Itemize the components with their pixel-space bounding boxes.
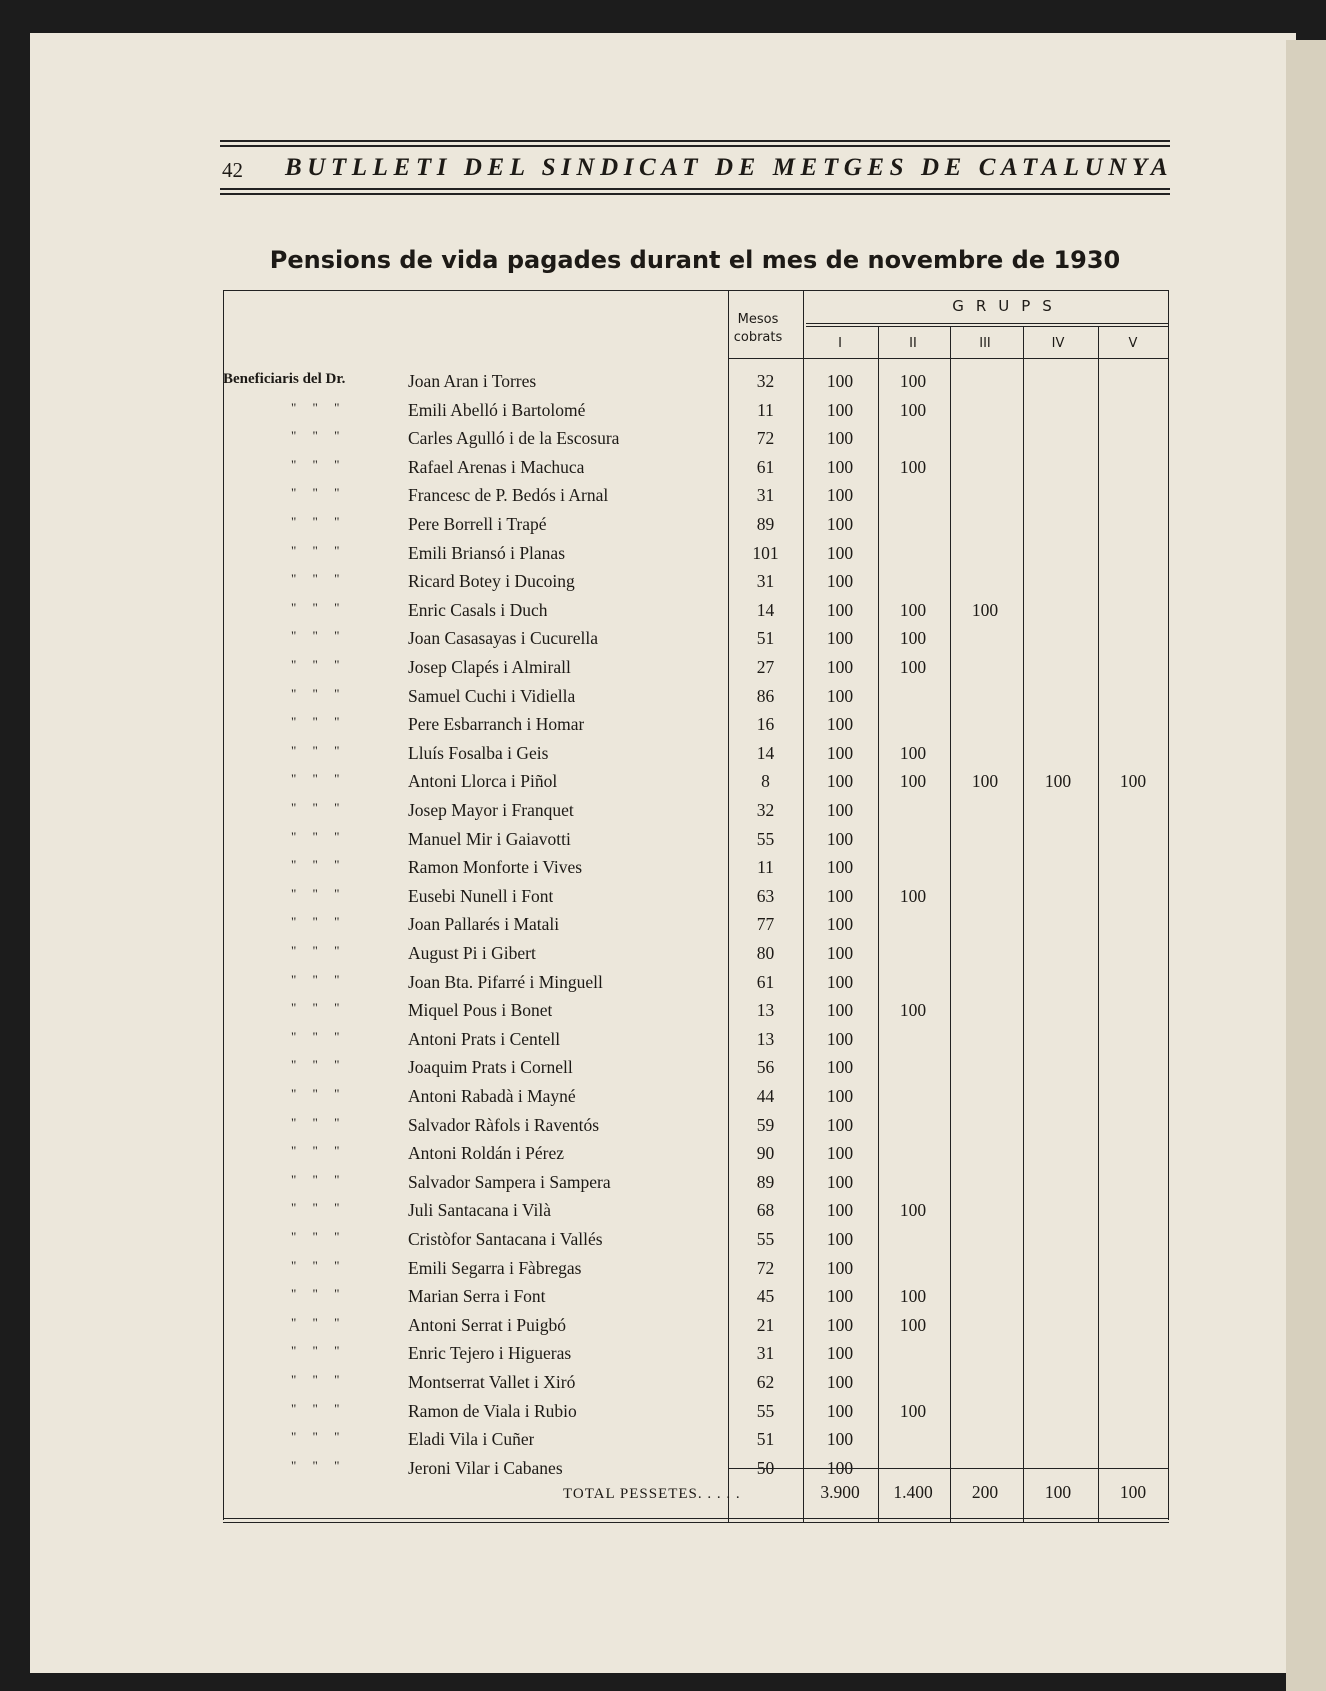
total-grup-2: 1.400 [893, 1482, 933, 1502]
table-top-border [223, 290, 1169, 291]
header-rule-bottom-2 [220, 193, 1170, 195]
beneficiary-name: Juli Santacana i Vilà [408, 1200, 551, 1221]
beneficiary-name: Eusebi Nunell i Font [408, 885, 554, 906]
mesos-cobrats: 11 [757, 399, 774, 420]
table-row [223, 1340, 1169, 1368]
table-row [223, 625, 1169, 653]
grup-value-1: 100 [826, 714, 854, 735]
mesos-cobrats: 8 [761, 771, 770, 792]
row-prefix: " " " [291, 1372, 340, 1387]
grup-value-1: 100 [826, 1257, 854, 1278]
mesos-cobrats: 11 [757, 857, 774, 878]
grup-value-5: 100 [1119, 771, 1147, 792]
mesos-cobrats: 13 [756, 1028, 775, 1049]
grup-value-1: 100 [826, 456, 854, 477]
mesos-cobrats: 55 [756, 1400, 775, 1421]
mesos-cobrats: 51 [756, 628, 775, 649]
beneficiary-name: Emili Segarra i Fàbregas [408, 1257, 582, 1278]
beneficiary-name: Miquel Pous i Bonet [408, 1000, 553, 1021]
table-row [223, 797, 1169, 825]
grup-value-1: 100 [826, 971, 854, 992]
grup-value-2: 100 [899, 1000, 927, 1021]
row-prefix: " " " [291, 599, 340, 615]
table-row [223, 711, 1169, 739]
mesos-cobrats: 13 [756, 1000, 775, 1021]
row-prefix: " " " [291, 1457, 340, 1473]
row-prefix: " " " [291, 1057, 340, 1073]
beneficiary-name: Lluís Fosalba i Geis [408, 742, 549, 763]
grups-header: GRUPS [952, 297, 1064, 315]
row-prefix: " " " [291, 1286, 340, 1302]
header-rule-top [220, 140, 1170, 142]
beneficiary-name: Eladi Vila i Cuñer [408, 1429, 535, 1450]
grup-value-1: 100 [826, 857, 854, 878]
mesos-cobrats: 14 [756, 599, 775, 620]
mesos-cobrats: 31 [756, 485, 775, 506]
row-prefix: " " " [291, 714, 340, 730]
beneficiary-name: Ricard Botey i Ducoing [408, 571, 575, 592]
grup-value-1: 100 [826, 943, 854, 963]
grup-value-3: 100 [971, 599, 999, 620]
beneficiary-name: August Pi i Gibert [408, 943, 536, 963]
mesos-cobrats: 59 [756, 1114, 775, 1135]
grups-rule-2 [806, 326, 1169, 327]
row-prefix: " " " [291, 542, 340, 558]
table-row [223, 1140, 1169, 1168]
grup-value-2: 100 [899, 771, 927, 792]
grup-value-2: 100 [899, 885, 927, 906]
grup-value-2: 100 [899, 657, 927, 677]
grup-value-1: 100 [826, 599, 854, 620]
grup-value-2: 100 [899, 628, 927, 649]
grups-rule [806, 323, 1169, 324]
table-row [223, 997, 1169, 1025]
grup-value-1: 100 [826, 1028, 854, 1049]
row-prefix: " " " [291, 485, 340, 501]
grup-value-1: 100 [826, 771, 854, 792]
beneficiary-name: Ramon de Viala i Rubio [408, 1400, 577, 1421]
mesos-cobrats: 72 [756, 428, 775, 449]
grup-value-3: 100 [971, 771, 999, 792]
beneficiary-name: Marian Serra i Font [408, 1286, 546, 1307]
row-prefix: " " " [291, 657, 340, 672]
row-prefix: " " " [291, 1229, 340, 1244]
table-row [223, 740, 1169, 768]
row-prefix: Beneficiaris del Dr. [223, 371, 346, 387]
group-header-4: IV [1051, 336, 1065, 351]
table-row [223, 1398, 1169, 1426]
grup-value-1: 100 [826, 657, 854, 677]
row-prefix: " " " [291, 685, 340, 701]
grup-value-1: 100 [826, 1429, 854, 1450]
beneficiary-name: Manuel Mir i Gaiavotti [408, 828, 571, 849]
grup-value-1: 100 [826, 371, 854, 391]
table-row [223, 1255, 1169, 1283]
row-prefix: " " " [291, 971, 340, 987]
beneficiary-name: Samuel Cuchi i Vidiella [408, 685, 576, 706]
beneficiary-name: Antoni Llorca i Piñol [408, 771, 558, 792]
grup-value-1: 100 [826, 685, 854, 706]
grup-value-1: 100 [826, 1229, 854, 1249]
beneficiary-name: Joan Bta. Pifarré i Minguell [408, 971, 603, 992]
mesos-cobrats: 31 [756, 1343, 775, 1364]
row-prefix: " " " [291, 456, 340, 472]
table-row [223, 425, 1169, 453]
grup-value-2: 100 [899, 742, 927, 763]
pensions-table [223, 290, 1169, 1520]
grup-value-2: 100 [899, 1200, 927, 1221]
mesos-cobrats: 89 [756, 514, 775, 534]
beneficiary-name: Josep Clapés i Almirall [408, 657, 571, 677]
beneficiary-name: Joan Casasayas i Cucurella [408, 628, 599, 649]
table-row [223, 1426, 1169, 1454]
grup-value-2: 100 [899, 399, 927, 420]
mesos-cobrats: 63 [756, 885, 775, 906]
mesos-cobrats: 61 [756, 456, 775, 477]
mesos-cobrats: 32 [756, 371, 775, 391]
grup-value-1: 100 [826, 428, 854, 449]
mesos-cobrats: 32 [756, 800, 775, 820]
row-prefix: " " " [291, 1343, 340, 1359]
row-prefix: " " " [291, 943, 340, 958]
row-prefix: " " " [291, 1200, 340, 1216]
row-prefix: " " " [291, 1143, 340, 1159]
table-row [223, 1197, 1169, 1225]
table-row [223, 1169, 1169, 1197]
row-prefix: " " " [291, 1171, 340, 1187]
total-label: TOTAL PESSETES. . . . . [563, 1486, 741, 1502]
row-prefix: " " " [291, 1314, 340, 1330]
beneficiary-name: Antoni Serrat i Puigbó [408, 1314, 566, 1335]
table-row [223, 854, 1169, 882]
table-row [223, 683, 1169, 711]
table-row [223, 1312, 1169, 1340]
mesos-cobrats: 90 [756, 1143, 775, 1164]
table-row [223, 1369, 1169, 1397]
grup-value-1: 100 [826, 1114, 854, 1135]
grup-value-1: 100 [826, 885, 854, 906]
table-row [223, 511, 1169, 539]
mesos-cobrats: 51 [756, 1429, 775, 1450]
table-row [223, 969, 1169, 997]
table-row [223, 454, 1169, 482]
mesos-cobrats: 50 [756, 1457, 775, 1478]
grup-value-1: 100 [826, 571, 854, 592]
row-prefix: " " " [291, 1086, 340, 1101]
beneficiary-name: Joan Aran i Torres [408, 371, 537, 391]
row-prefix: " " " [291, 571, 340, 587]
row-prefix: " " " [291, 914, 340, 930]
beneficiary-name: Enric Tejero i Higueras [408, 1343, 572, 1364]
table-row [223, 597, 1169, 625]
row-prefix: " " " [291, 1257, 340, 1273]
grup-value-1: 100 [826, 1171, 854, 1192]
beneficiary-name: Pere Borrell i Trapé [408, 514, 547, 534]
mesos-cobrats: 77 [756, 914, 775, 935]
mesos-cobrats: 62 [756, 1372, 775, 1392]
grup-value-1: 100 [826, 1286, 854, 1307]
grup-value-1: 100 [826, 1400, 854, 1421]
beneficiary-name: Joan Pallarés i Matali [408, 914, 560, 935]
row-prefix: " " " [291, 1400, 340, 1416]
grup-value-1: 100 [826, 1343, 854, 1364]
beneficiary-name: Pere Esbarranch i Homar [408, 714, 585, 735]
table-row [223, 883, 1169, 911]
row-prefix: " " " [291, 399, 340, 415]
table-bottom-border [223, 1518, 1169, 1519]
beneficiary-name: Salvador Sampera i Sampera [408, 1171, 611, 1192]
grup-value-1: 100 [826, 914, 854, 935]
grup-value-2: 100 [899, 1314, 927, 1335]
grup-value-1: 100 [826, 399, 854, 420]
beneficiary-name: Montserrat Vallet i Xiró [408, 1372, 576, 1392]
group-header-2: II [909, 336, 917, 351]
grup-value-2: 100 [899, 599, 927, 620]
grup-value-1: 100 [826, 1200, 854, 1221]
row-prefix: " " " [291, 428, 340, 444]
mesos-cobrats: 44 [756, 1086, 775, 1106]
table-row [223, 1226, 1169, 1254]
page-number: 42 [222, 158, 243, 182]
beneficiary-name: Ramon Monforte i Vives [408, 857, 583, 878]
grup-value-1: 100 [826, 1086, 854, 1106]
table-row [223, 1112, 1169, 1140]
row-prefix: " " " [291, 514, 340, 529]
grup-value-4: 100 [1044, 771, 1072, 792]
grup-value-1: 100 [826, 542, 854, 563]
mesos-cobrats: 68 [756, 1200, 775, 1221]
table-row [223, 768, 1169, 796]
table-row [223, 1054, 1169, 1082]
table-row [223, 1083, 1169, 1111]
header-rule-top-2 [220, 145, 1170, 147]
group-header-1: I [838, 336, 842, 351]
mesos-cobrats: 45 [756, 1286, 775, 1307]
grup-value-1: 100 [826, 828, 854, 849]
beneficiary-name: Antoni Roldán i Pérez [408, 1143, 565, 1164]
group-header-5: V [1128, 336, 1138, 351]
total-grup-3: 200 [971, 1482, 999, 1502]
beneficiary-name: Josep Mayor i Franquet [408, 800, 574, 820]
table-row [223, 1026, 1169, 1054]
mesos-cobrats: 61 [756, 971, 775, 992]
mesos-cobrats: 86 [756, 685, 775, 706]
table-bottom-border-2 [223, 1522, 1169, 1523]
grup-value-1: 100 [826, 1057, 854, 1078]
row-prefix: " " " [291, 857, 340, 873]
table-row [223, 1283, 1169, 1311]
table-row [223, 826, 1169, 854]
mesos-cobrats: 31 [756, 571, 775, 592]
table-row [223, 540, 1169, 568]
grup-value-1: 100 [826, 742, 854, 763]
table-row [223, 654, 1169, 682]
row-prefix: " " " [291, 800, 340, 815]
grup-value-1: 100 [826, 1143, 854, 1164]
total-grup-1: 3.900 [820, 1482, 860, 1502]
row-prefix: " " " [291, 771, 340, 787]
grup-value-1: 100 [826, 485, 854, 506]
beneficiary-name: Joaquim Prats i Cornell [408, 1057, 573, 1078]
mesos-cobrats: 14 [756, 742, 775, 763]
row-prefix: " " " [291, 885, 340, 901]
mesos-cobrats: 72 [756, 1257, 775, 1278]
grup-value-2: 100 [899, 456, 927, 477]
grup-value-2: 100 [899, 371, 927, 391]
journal-title: BUTLLETI DEL SINDICAT DE METGES DE CATALUNYA [285, 154, 1174, 181]
header-rule-bottom [220, 188, 1170, 190]
mesos-cobrats: 89 [756, 1171, 775, 1192]
grup-value-1: 100 [826, 1000, 854, 1021]
grup-value-2: 100 [899, 1400, 927, 1421]
col-header-cobrats: cobrats [733, 330, 783, 345]
group-header-3: III [979, 336, 991, 351]
grup-value-1: 100 [826, 1314, 854, 1335]
beneficiary-name: Rafael Arenas i Machuca [408, 456, 585, 477]
total-grup-5: 100 [1119, 1482, 1147, 1502]
beneficiary-name: Enric Casals i Duch [408, 599, 548, 620]
mesos-cobrats: 16 [756, 714, 775, 735]
table-row [223, 568, 1169, 596]
mesos-cobrats: 80 [756, 943, 775, 963]
grup-value-1: 100 [826, 514, 854, 534]
page-title: Pensions de vida pagades durant el mes de novembre de 1930 [269, 246, 1121, 274]
grup-value-1: 100 [826, 800, 854, 820]
row-prefix: " " " [291, 1028, 340, 1044]
beneficiary-name: Emili Briansó i Planas [408, 542, 566, 563]
beneficiary-name: Jeroni Vilar i Cabanes [408, 1457, 563, 1478]
beneficiary-name: Emili Abelló i Bartolomé [408, 399, 586, 420]
row-prefix: " " " [291, 628, 340, 644]
mesos-cobrats: 101 [752, 542, 779, 563]
header-bottom-rule [728, 358, 1169, 359]
col-header-mesos: Mesos [737, 312, 779, 327]
totals-rule [728, 1468, 1169, 1469]
table-row [223, 911, 1169, 939]
beneficiary-name: Salvador Ràfols i Raventós [408, 1114, 600, 1135]
beneficiary-name: Antoni Prats i Centell [408, 1028, 561, 1049]
table-row [223, 482, 1169, 510]
row-prefix: " " " [291, 742, 340, 758]
row-prefix: " " " [291, 1000, 340, 1016]
beneficiary-name: Cristòfor Santacana i Vallés [408, 1229, 603, 1249]
table-row [223, 940, 1169, 968]
row-prefix: " " " [291, 828, 340, 844]
mesos-cobrats: 27 [756, 657, 775, 677]
mesos-cobrats: 21 [756, 1314, 775, 1335]
table-row [223, 368, 1169, 396]
mesos-cobrats: 55 [756, 828, 775, 849]
beneficiary-name: Carles Agulló i de la Escosura [408, 428, 620, 449]
grup-value-1: 100 [826, 628, 854, 649]
mesos-cobrats: 55 [756, 1229, 775, 1249]
grup-value-1: 100 [826, 1457, 854, 1478]
grup-value-2: 100 [899, 1286, 927, 1307]
grup-value-1: 100 [826, 1372, 854, 1392]
mesos-cobrats: 56 [756, 1057, 775, 1078]
beneficiary-name: Antoni Rabadà i Mayné [408, 1086, 576, 1106]
row-prefix: " " " [291, 1429, 340, 1445]
page-edge [1286, 40, 1326, 1691]
table-row [223, 397, 1169, 425]
beneficiary-name: Francesc de P. Bedós i Arnal [408, 485, 609, 506]
row-prefix: " " " [291, 1114, 340, 1130]
total-grup-4: 100 [1044, 1482, 1072, 1502]
